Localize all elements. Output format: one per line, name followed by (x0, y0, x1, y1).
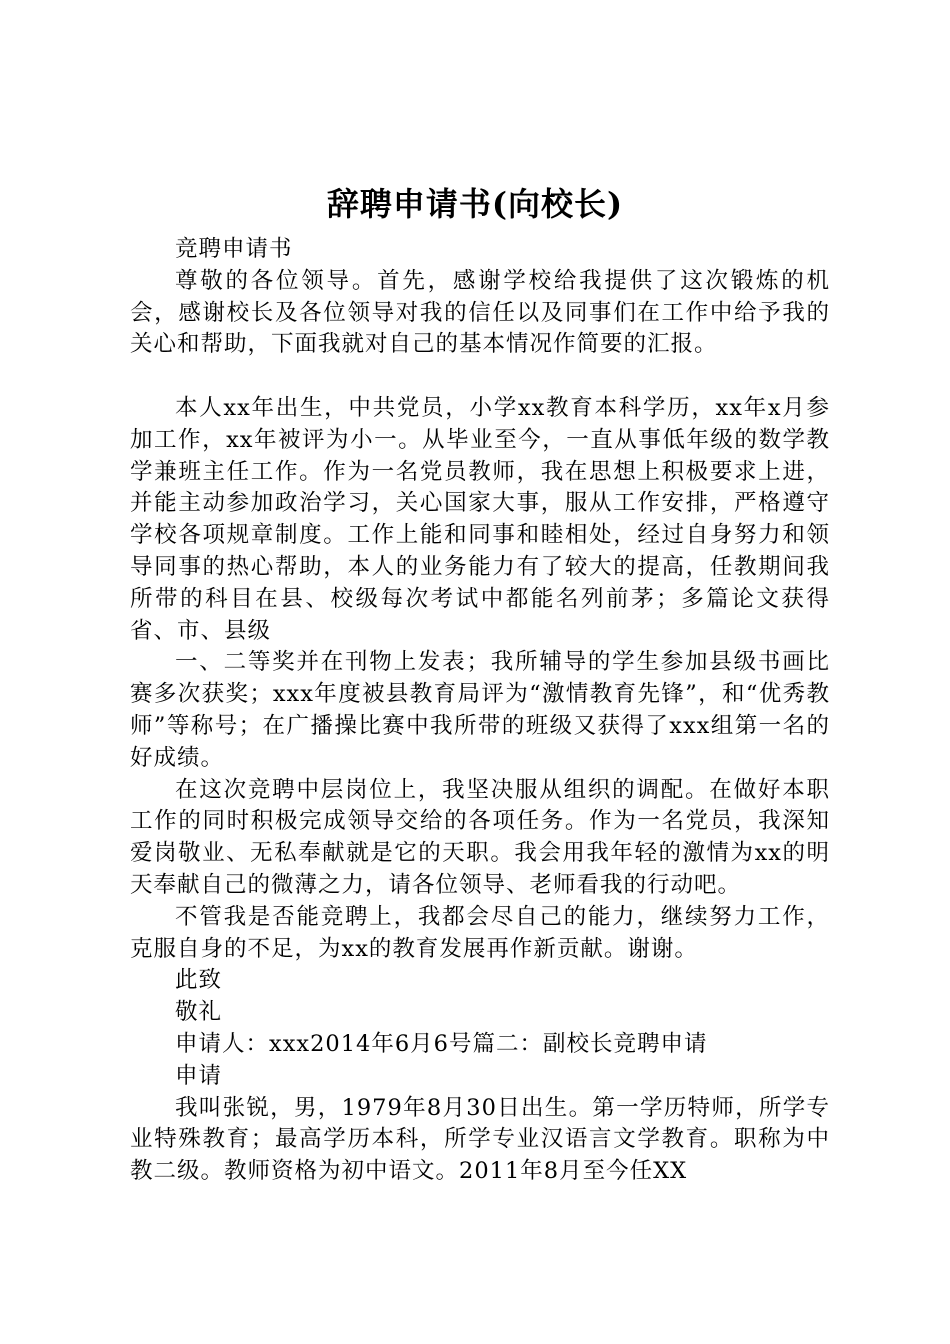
paragraph-heading: 竞聘申请书 (175, 236, 293, 262)
paragraph-closing: 不管我是否能竞聘上，我都会尽自己的能力，继续努力工作，克服自身的不足，为xx的教育发展再作新贡献。谢谢。 (130, 903, 830, 962)
paragraph-second-heading: 申请 (175, 1062, 223, 1089)
paragraph-signature: 申请人：xxx2014年6月6号篇二：副校长竞聘申请 (175, 1030, 708, 1057)
paragraph-commitment: 在这次竞聘中层岗位上，我坚决服从组织的调配。在做好本职工作的同时积极完成领导交给的各项任务。作为一名党员，我深知爱岗敬业、无私奉献就是它的天职。我会用我年轻的激情为xx的明天奉献自己的微薄之力，请各位领导、老师看我的行动吧。 (130, 776, 830, 898)
paragraph-greeting: 尊敬的各位领导。首先，感谢学校给我提供了这次锻炼的机会，感谢校长及各位领导对我的信任以及同事们在工作中给予我的关心和帮助，下面我就对自己的基本情况作简要的汇报。 (130, 267, 830, 358)
paragraph-salutation: 此致 (175, 967, 223, 994)
paragraph-regards: 敬礼 (175, 999, 223, 1026)
paragraph-background: 本人xx年出生，中共党员，小学xx教育本科学历，xx年x月参加工作，xx年被评为小一。从毕业至今，一直从事低年级的数学教学兼班主任工作。作为一名党员教师，我在思想上积极要求上进，并能主动参加政治学习，关心国家大事，服从工作安排，严格遵守学校各项规章制度。工作上能和同事和睦相处，经过自身努力和领导同事的热心帮助，本人的业务能力有了较大的提高，任教期间我所带的科目在县、校级每次考试中都能名列前茅；多篇论文获得省、市、县级 (130, 394, 830, 644)
paragraph-awards: 一、二等奖并在刊物上发表；我所辅导的学生参加县级书画比赛多次获奖；xxx年度被县教育局评为“激情教育先锋”，和“优秀教师”等称号；在广播操比赛中我所带的班级又获得了xxx组第一名的好成绩。 (130, 649, 830, 771)
document-body (130, 234, 830, 1188)
paragraph-intro: 我叫张锐，男，1979年8月30日出生。第一学历特师，所学专业特殊教育；最高学历本科，所学专业汉语言文学教育。职称为中教二级。教师资格为初中语文。2011年8月至今任XX (130, 1094, 830, 1185)
document-title: 辞聘申请书(向校长) (326, 185, 624, 223)
